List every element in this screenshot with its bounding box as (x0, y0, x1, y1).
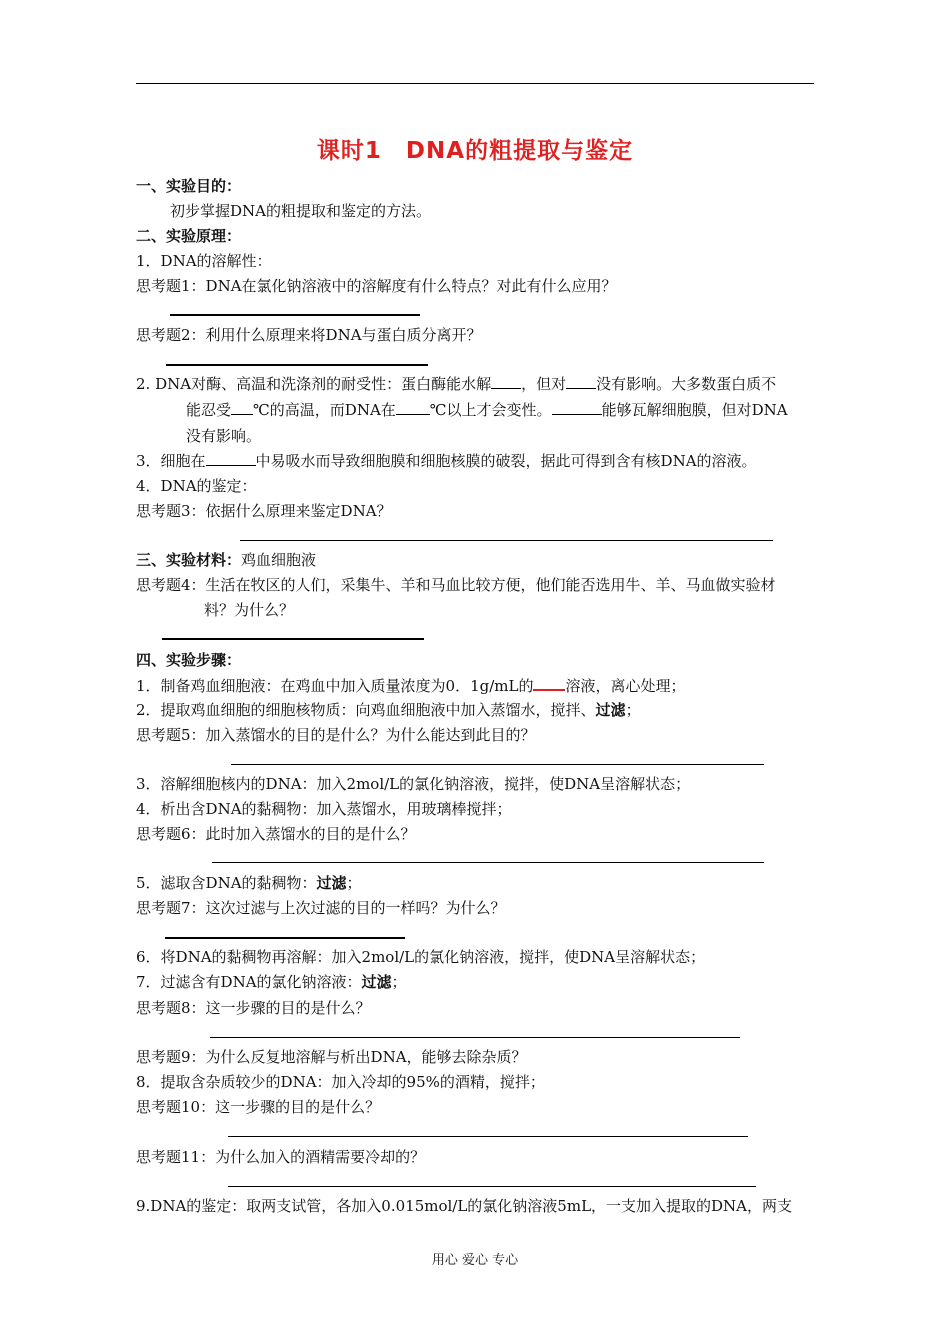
question-6: 思考题6：此时加入蒸馏水的目的是什么？ (136, 825, 416, 843)
fill-blank[interactable] (231, 400, 253, 415)
fill-blank[interactable] (206, 451, 256, 466)
section-3-heading: 三、实验材料： (136, 551, 242, 569)
page-title: 课时1 DNA的粗提取与鉴定 (316, 138, 634, 164)
answer-line-8[interactable] (210, 1037, 740, 1038)
step-2-text-c: ； (625, 701, 641, 719)
section-3-line (136, 550, 316, 570)
question-1: 思考题1：DNA在氯化钠溶液中的溶解度有什么特点？对此有什么应用？ (136, 277, 617, 295)
question-4-line-2: 料？为什么？ (204, 601, 295, 619)
principle-2-text-e: ℃的高温，而DNA在 (253, 401, 396, 419)
principle-2-line-2 (186, 400, 788, 420)
principle-2-text-c: 没有影响。大多数蛋白质不 (596, 375, 777, 393)
section-1-text: 初步掌握DNA的粗提取和鉴定的方法。 (170, 202, 431, 220)
step-7 (136, 972, 407, 992)
principle-2-text-a: 2. DNA对酶、高温和洗涤剂的耐受性：蛋白酶能水解 (136, 375, 492, 393)
page-footer: 用心 爱心 专心 (431, 1253, 519, 1268)
question-5: 思考题5：加入蒸馏水的目的是什么？为什么能达到此目的？ (136, 726, 536, 744)
step-7-filter: 过滤 (361, 973, 392, 991)
section-2-heading: 二、实验原理： (136, 227, 242, 245)
section-3-material: 鸡血细胞液 (241, 551, 317, 569)
question-10: 思考题10：这一步骤的目的是什么？ (136, 1098, 381, 1116)
step-4: 4．析出含DNA的黏稠物：加入蒸馏水，用玻璃棒搅拌； (136, 800, 512, 818)
principle-2-text-b: ，但对 (521, 375, 567, 393)
answer-line-10[interactable] (228, 1136, 748, 1137)
fill-blank[interactable] (552, 400, 602, 415)
step-2 (136, 700, 641, 720)
question-4-line-1: 思考题4：生活在牧区的人们，采集牛、羊和马血比较方便，他们能否选用牛、羊、马血做实验材 (136, 576, 776, 594)
step-2-text-a: 2．提取鸡血细胞的细胞核物质：向鸡血细胞液中加入蒸馏水，搅拌、 (136, 701, 596, 719)
principle-3-text-b: 中易吸水而导致细胞膜和细胞核膜的破裂，据此可得到含有核DNA的溶液。 (255, 452, 757, 470)
question-3: 思考题3：依据什么原理来鉴定DNA？ (136, 502, 392, 520)
question-8: 思考题8：这一步骤的目的是什么？ (136, 999, 371, 1017)
answer-line-7[interactable] (165, 937, 405, 939)
answer-line-4[interactable] (162, 638, 424, 640)
step-5-text-a: 5．滤取含DNA的黏稠物： (136, 874, 317, 892)
step-7-text-c: ； (391, 973, 407, 991)
principle-2-line-1 (136, 374, 776, 394)
principle-2-line-3: 没有影响。 (186, 427, 262, 445)
step-9: 9.DNA的鉴定：取两支试管，各加入0.015mol/L的氯化钠溶液5mL，一支加入提取的DNA，两支 (136, 1197, 793, 1215)
question-9: 思考题9：为什么反复地溶解与析出DNA，能够去除杂质？ (136, 1048, 527, 1066)
question-7: 思考题7：这次过滤与上次过滤的目的一样吗？为什么？ (136, 899, 506, 917)
header-rule (136, 83, 814, 84)
step-2-filter: 过滤 (595, 701, 626, 719)
answer-line-1[interactable] (170, 314, 420, 316)
answer-line-3[interactable] (240, 540, 773, 541)
fill-blank[interactable] (491, 374, 521, 389)
answer-line-11[interactable] (228, 1186, 756, 1187)
answer-line-2[interactable] (166, 364, 428, 366)
step-5-filter: 过滤 (316, 874, 347, 892)
step-8: 8．提取含杂质较少的DNA：加入冷却的95%的酒精，搅拌； (136, 1073, 545, 1091)
step-5-text-c: ； (346, 874, 362, 892)
fill-blank[interactable] (566, 374, 596, 389)
step-6: 6．将DNA的黏稠物再溶解：加入2mol/L的氯化钠溶液，搅拌，使DNA呈溶解状态； (136, 948, 706, 966)
fill-blank[interactable] (396, 400, 430, 415)
principle-4: 4．DNA的鉴定： (136, 477, 257, 495)
step-5 (136, 873, 362, 893)
principle-3 (136, 451, 757, 471)
question-2: 思考题2：利用什么原理来将DNA与蛋白质分离开？ (136, 326, 482, 344)
section-1-heading: 一、实验目的： (136, 177, 242, 195)
principle-2-text-f: ℃以上才会变性。 (429, 401, 552, 419)
principle-3-text-a: 3．细胞在 (136, 452, 206, 470)
step-3: 3．溶解细胞核内的DNA：加入2mol/L的氯化钠溶液，搅拌，使DNA呈溶解状态； (136, 775, 691, 793)
fill-blank[interactable] (533, 675, 565, 691)
answer-line-6[interactable] (212, 862, 764, 863)
step-1-text-b: 溶液，离心处理； (565, 677, 686, 695)
step-1-text-a: 1．制备鸡血细胞液：在鸡血中加入质量浓度为0．1g/mL的 (136, 677, 534, 695)
step-1 (136, 675, 686, 696)
principle-2-text-d: 能忍受 (186, 401, 232, 419)
answer-line-5[interactable] (231, 764, 764, 765)
section-4-heading: 四、实验步骤： (136, 651, 242, 669)
step-7-text-a: 7．过滤含有DNA的氯化钠溶液： (136, 973, 362, 991)
question-11: 思考题11：为什么加入的酒精需要冷却的？ (136, 1148, 426, 1166)
principle-1: 1．DNA的溶解性： (136, 252, 272, 270)
principle-2-text-g: 能够瓦解细胞膜，但对DNA (601, 401, 788, 419)
